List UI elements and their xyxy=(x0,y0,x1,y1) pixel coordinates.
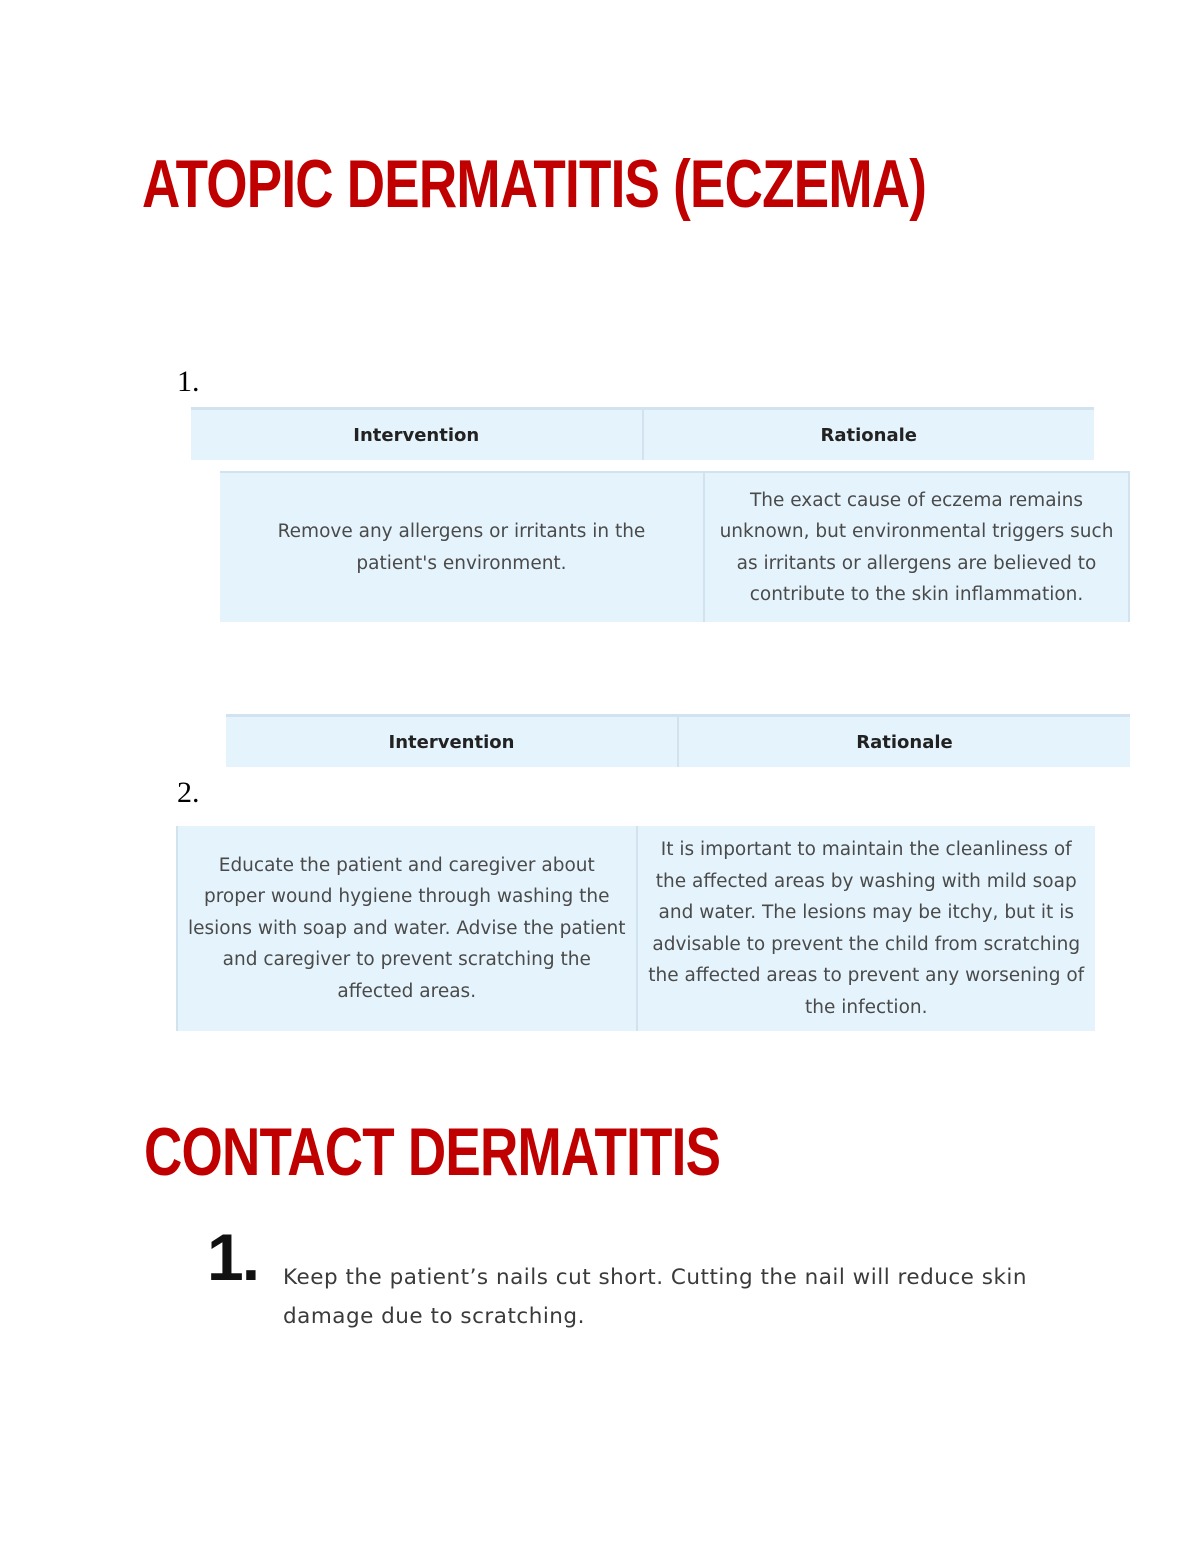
table-header xyxy=(191,407,1094,460)
item-number: 1. xyxy=(207,1220,259,1294)
header-rationale: Rationale xyxy=(642,410,1095,460)
header-intervention: Intervention xyxy=(388,731,515,753)
table-row xyxy=(220,471,1130,622)
item-text: Keep the patient’s nails cut short. Cutting the nail will reduce skin damage due to scratching. xyxy=(283,1265,1027,1329)
item-number: 2. xyxy=(177,776,200,809)
header-intervention: Intervention xyxy=(353,424,480,446)
intervention-cell: Educate the patient and caregiver about proper wound hygiene through washing the lesions with soap and water. Advise the patient and caregiver to prevent scratching the affected areas. xyxy=(187,854,626,1002)
table-row xyxy=(176,826,1095,1031)
header-rationale: Rationale xyxy=(677,717,1130,767)
intervention-cell: Remove any allergens or irritants in the patient's environment. xyxy=(277,521,646,574)
section-title-contact-dermatitis: CONTACT DERMATITIS xyxy=(144,1114,721,1190)
item-number: 1. xyxy=(177,365,200,398)
rationale-cell: It is important to maintain the cleanliness of the affected areas by washing with mild soap and water. The lesions may be itchy, but it is advisable to prevent the child from scratching the affected areas to prevent any worsening of the infection. xyxy=(636,826,1096,1031)
rationale-cell: The exact cause of eczema remains unknown, but environmental triggers such as irritants or allergens are believed to contribute to the skin inflammation. xyxy=(703,473,1128,622)
table-header xyxy=(226,714,1130,767)
section-title-atopic-dermatitis: ATOPIC DERMATITIS (ECZEMA) xyxy=(142,146,927,222)
